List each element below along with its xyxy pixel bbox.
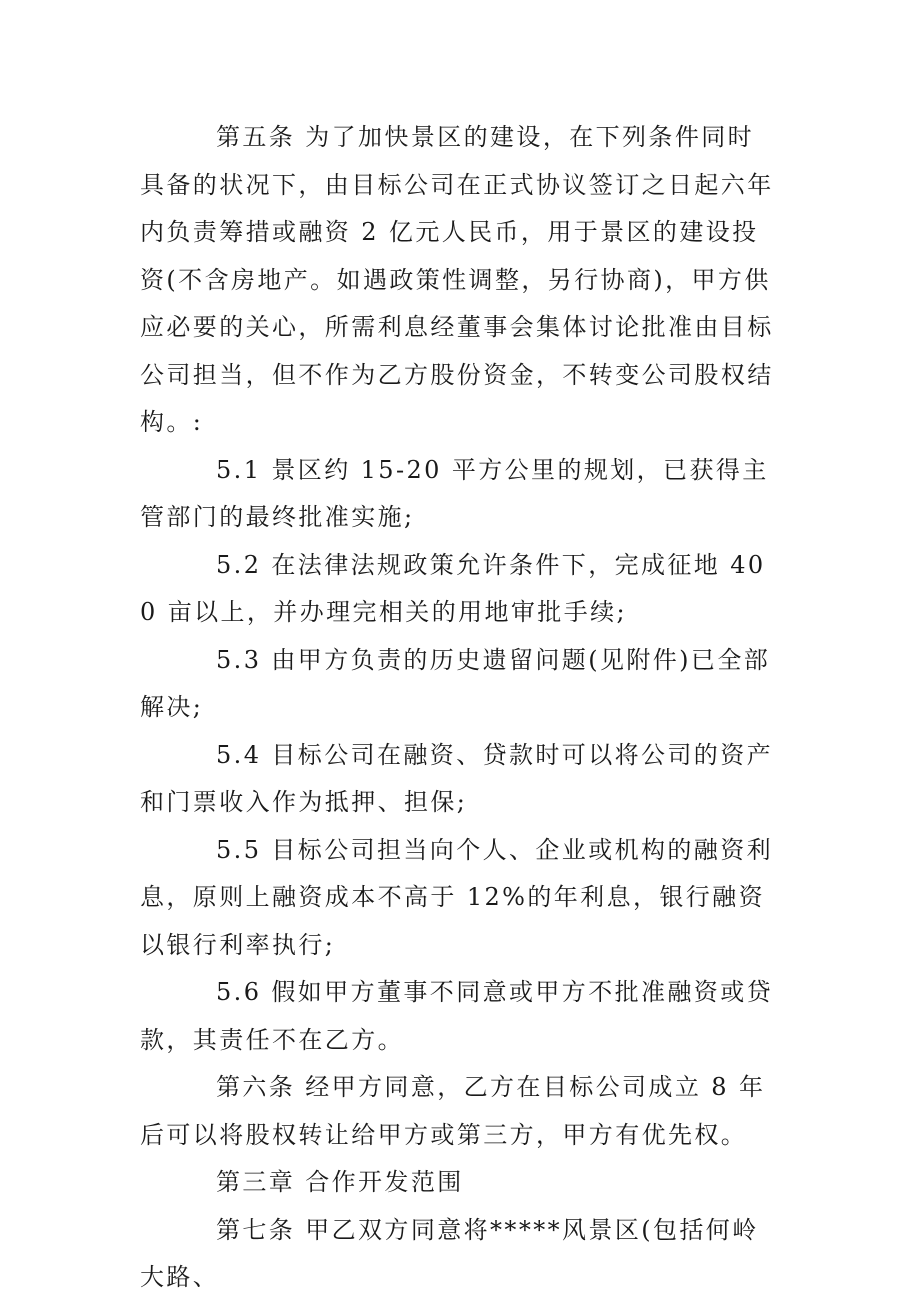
clause-5-5-paragraph: 5.5 目标公司担当向个人、企业或机构的融资利息，原则上融资成本不高于 12%的年利息，银行融资以银行利率执行; [140, 835, 773, 959]
clause-5-2-paragraph: 5.2 在法律法规政策允许条件下，完成征地 400 亩以上，并办理完相关的用地审批手续; [140, 550, 766, 626]
article-7-paragraph: 第七条 甲乙双方同意将*****风景区(包括何岭大路、 [140, 1215, 759, 1291]
chapter-3-heading: 第三章 合作开发范围 [216, 1168, 464, 1196]
clause-5-6-paragraph: 5.6 假如甲方董事不同意或甲方不批准融资或贷款，其责任不在乙方。 [140, 978, 773, 1054]
clause-5-1-paragraph: 5.1 景区约 15-20 平方公里的规划，已获得主管部门的最终批准实施; [140, 455, 769, 531]
article-6-paragraph: 第六条 经甲方同意，乙方在目标公司成立 8 年后可以将股权转让给甲方或第三方，甲方有优先权。 [140, 1073, 766, 1149]
clause-5-4-paragraph: 5.4 目标公司在融资、贷款时可以将公司的资产和门票收入作为抵押、担保; [140, 740, 773, 816]
document-body [140, 114, 780, 1302]
article-5-paragraph: 第五条 为了加快景区的建设，在下列条件同时具备的状况下，由目标公司在正式协议签订之日起六年内负责筹措或融资 2 亿元人民币，用于景区的建设投资(不含房地产。如遇政策性调整，另行协商)，甲方供应必要的关心，所需利息经董事会集体讨论批准由目标公司担当，但不作为乙方股份资金，不转变公司股权结构。: [140, 123, 774, 436]
clause-5-3-paragraph: 5.3 由甲方负责的历史遗留问题(见附件)已全部解决; [140, 645, 771, 721]
